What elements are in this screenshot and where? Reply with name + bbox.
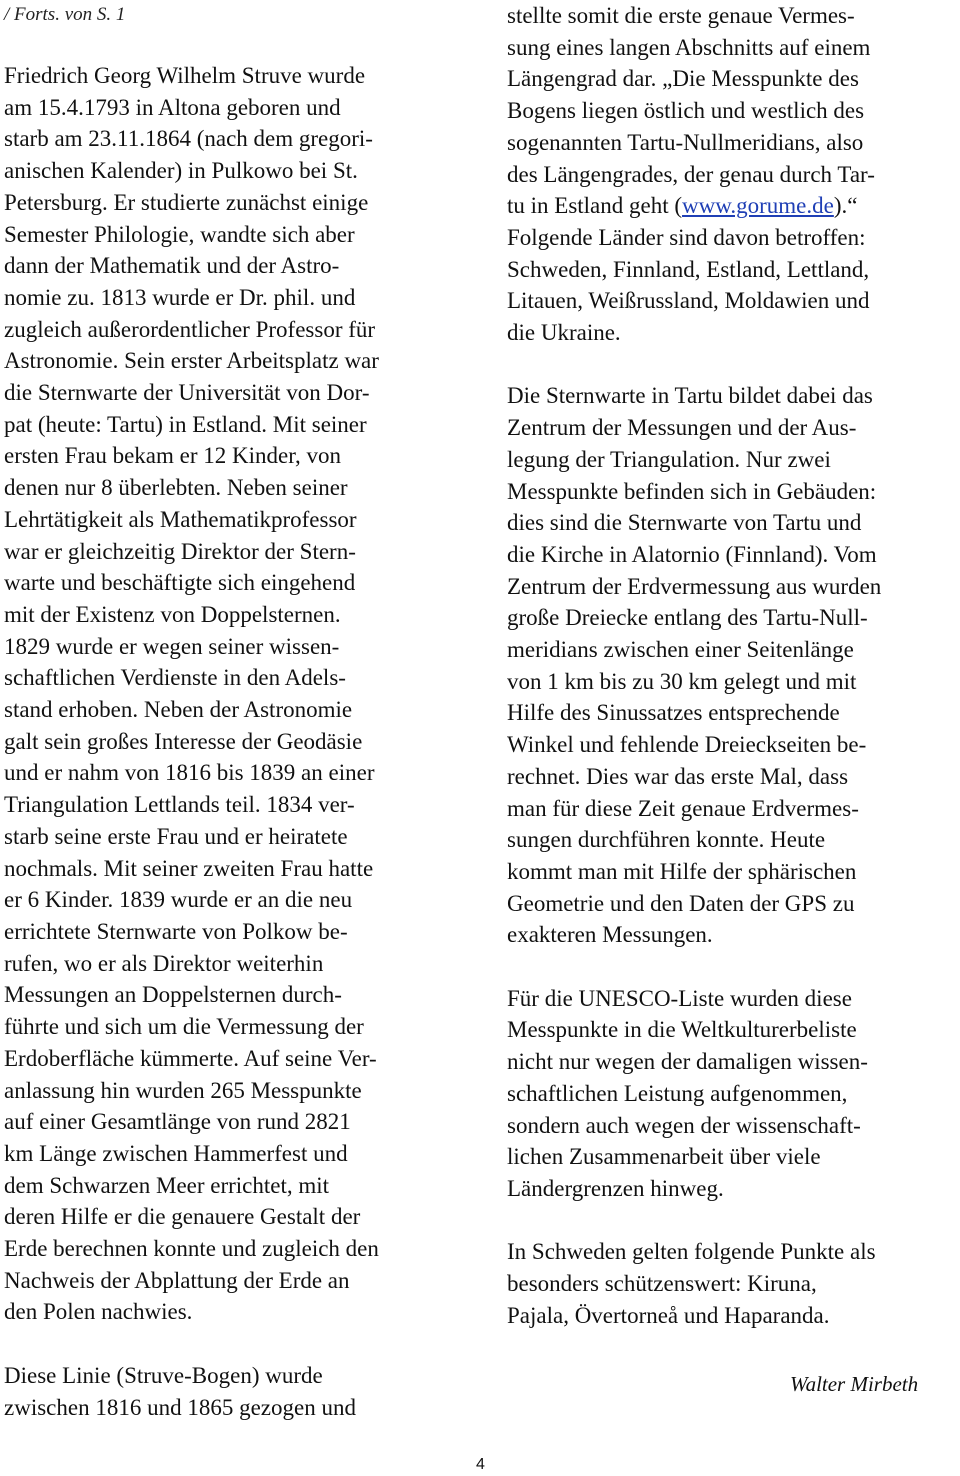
text-line: schaftlichen Leistung aufgenommen, xyxy=(507,1080,848,1106)
text-line: ersten Frau bekam er 12 Kinder, von xyxy=(4,443,341,469)
text-line: exakteren Messungen. xyxy=(507,922,713,948)
text-line: Winkel und fehlende Dreieckseiten be- xyxy=(507,732,867,758)
text-line: Messungen an Doppelsternen durch- xyxy=(4,982,342,1008)
text-line: schaftlichen Verdienste in den Adels- xyxy=(4,665,346,691)
text-line: Für die UNESCO-Liste wurden diese xyxy=(507,985,852,1011)
text-line: Pajala, Övertorneå und Haparanda. xyxy=(507,1302,830,1328)
left-column xyxy=(4,0,474,1423)
text-line: anischen Kalender) in Pulkowo bei St. xyxy=(4,158,358,184)
text-line: sondern auch wegen der wissenschaft- xyxy=(507,1112,861,1138)
text-line: starb am 23.11.1864 (nach dem gregori- xyxy=(4,126,373,152)
text-line: die Kirche in Alatornio (Finnland). Vom xyxy=(507,541,877,567)
text-line: nicht nur wegen der damaligen wissen- xyxy=(507,1049,868,1075)
text-line: dem Schwarzen Meer errichtet, mit xyxy=(4,1172,330,1198)
left-column-text xyxy=(4,60,474,1423)
text-line: sogenannten Tartu-Nullmeridians, also xyxy=(507,129,864,155)
text-line: Längengrad dar. „Die Messpunkte des xyxy=(507,66,859,92)
text-line: In Schweden gelten folgende Punkte als xyxy=(507,1239,876,1265)
text-line: rufen, wo er als Direktor weiterhin xyxy=(4,950,324,976)
text-line: denen nur 8 überlebten. Neben seiner xyxy=(4,475,348,501)
text-line: pat (heute: Tartu) in Estland. Mit seiner xyxy=(4,411,367,437)
text-line: Triangulation Lettlands teil. 1834 ver- xyxy=(4,792,355,818)
text-line: Die Sternwarte in Tartu bildet dabei das xyxy=(507,383,873,409)
text-line: dies sind die Sternwarte von Tartu und xyxy=(507,510,862,536)
text-line: warte und beschäftigte sich eingehend xyxy=(4,570,356,596)
right-column-text-bottom xyxy=(507,222,959,1332)
text-line: Erde berechnen konnte und zugleich den xyxy=(4,1236,379,1262)
author-signature: Walter Mirbeth xyxy=(790,1372,919,1396)
text-line: sungen durchführen konnte. Heute xyxy=(507,827,826,853)
text-line: Semester Philologie, wandte sich aber xyxy=(4,221,355,247)
text-line: Schweden, Finnland, Estland, Lettland, xyxy=(507,256,870,282)
text-line: große Dreiecke entlang des Tartu-Null- xyxy=(507,605,868,631)
paragraph-gap xyxy=(4,1328,474,1360)
text-line: die Ukraine. xyxy=(507,320,621,346)
text-line: er 6 Kinder. 1839 wurde er an die neu xyxy=(4,887,353,913)
right-column xyxy=(507,0,959,1331)
text-line: Bogens liegen östlich und westlich des xyxy=(507,98,865,124)
text-line: am 15.4.1793 in Altona geboren und xyxy=(4,94,341,120)
link-line-prefix: tu in Estland geht ( xyxy=(507,193,683,219)
text-line: Folgende Länder sind davon betroffen: xyxy=(507,224,866,250)
text-line: besonders schützenswert: Kiruna, xyxy=(507,1271,817,1297)
text-line: km Länge zwischen Hammerfest und xyxy=(4,1140,348,1166)
text-line: Messpunkte befinden sich in Gebäuden: xyxy=(507,478,877,504)
text-line: anlassung hin wurden 265 Messpunkte xyxy=(4,1077,362,1103)
text-line: nomie zu. 1813 wurde er Dr. phil. und xyxy=(4,284,356,310)
text-line: Litauen, Weißrussland, Moldawien und xyxy=(507,288,870,314)
text-line: mit der Existenz von Doppelsternen. xyxy=(4,601,341,627)
paragraph-gap xyxy=(507,1205,959,1237)
link-line-suffix: ).“ xyxy=(833,193,858,219)
text-line: legung der Triangulation. Nur zwei xyxy=(507,446,831,472)
text-line: Petersburg. Er studierte zunächst einige xyxy=(4,189,369,215)
text-line: Friedrich Georg Wilhelm Struve wurde xyxy=(4,63,366,88)
text-line: dann der Mathematik und der Astro- xyxy=(4,253,340,279)
right-column-text-top xyxy=(507,0,959,190)
text-line: Zentrum der Erdvermessung aus wurden xyxy=(507,573,882,599)
text-line: Nachweis der Abplattung der Erde an xyxy=(4,1267,350,1293)
text-line: meridians zwischen einer Seitenlänge xyxy=(507,637,854,663)
text-line: nochmals. Mit seiner zweiten Frau hatte xyxy=(4,855,374,881)
page-number: 4 xyxy=(476,1456,485,1473)
text-line: kommt man mit Hilfe der sphärischen xyxy=(507,858,857,884)
text-line: Astronomie. Sein erster Arbeitsplatz war xyxy=(4,348,379,374)
link-line xyxy=(507,190,959,222)
continuation-note: / Forts. von S. 1 xyxy=(4,4,126,25)
text-line: errichtete Sternwarte von Polkow be- xyxy=(4,918,348,944)
paragraph-gap xyxy=(507,951,959,983)
text-line: sung eines langen Abschnitts auf einem xyxy=(507,34,871,60)
text-line: Ländergrenzen hinweg. xyxy=(507,1175,724,1201)
text-line: 1829 wurde er wegen seiner wissen- xyxy=(4,633,340,659)
text-line: führte und sich um die Vermessung der xyxy=(4,1014,364,1040)
text-line: die Sternwarte der Universität von Dor- xyxy=(4,380,370,406)
paragraph-gap xyxy=(507,349,959,381)
text-line: deren Hilfe er die genauere Gestalt der xyxy=(4,1204,361,1230)
text-line: von 1 km bis zu 30 km gelegt und mit xyxy=(507,668,857,694)
text-line: des Längengrades, der genau durch Tar- xyxy=(507,161,875,187)
text-line: stand erhoben. Neben der Astronomie xyxy=(4,697,353,723)
text-line: Lehrtätigkeit als Mathematikprofessor xyxy=(4,506,357,532)
text-line: und er nahm von 1816 bis 1839 an einer xyxy=(4,760,375,786)
text-line: lichen Zusammenarbeit über viele xyxy=(507,1144,821,1170)
text-line: rechnet. Dies war das erste Mal, dass xyxy=(507,763,849,789)
text-line: Erdoberfläche kümmerte. Auf seine Ver- xyxy=(4,1045,377,1071)
text-line: Messpunkte in die Weltkulturerbeliste xyxy=(507,1017,857,1043)
text-line: stellte somit die erste genaue Vermes- xyxy=(507,3,855,28)
text-line: Geometrie und den Daten der GPS zu xyxy=(507,890,855,916)
text-line: auf einer Gesamtlänge von rund 2821 xyxy=(4,1109,351,1135)
text-line: Diese Linie (Struve-Bogen) wurde xyxy=(4,1362,323,1388)
gorume-link[interactable]: www.gorume.de xyxy=(682,193,834,219)
text-line: den Polen nachwies. xyxy=(4,1299,193,1325)
text-line: war er gleichzeitig Direktor der Stern- xyxy=(4,538,356,564)
text-line: zwischen 1816 und 1865 gezogen und xyxy=(4,1394,356,1420)
text-line: Hilfe des Sinussatzes entsprechende xyxy=(507,700,840,726)
text-line: galt sein großes Interesse der Geodäsie xyxy=(4,728,363,754)
text-line: man für diese Zeit genaue Erdvermes- xyxy=(507,795,859,821)
text-line: zugleich außerordentlicher Professor für xyxy=(4,316,376,342)
text-line: starb seine erste Frau und er heiratete xyxy=(4,823,348,849)
text-line: Zentrum der Messungen und der Aus- xyxy=(507,415,857,441)
